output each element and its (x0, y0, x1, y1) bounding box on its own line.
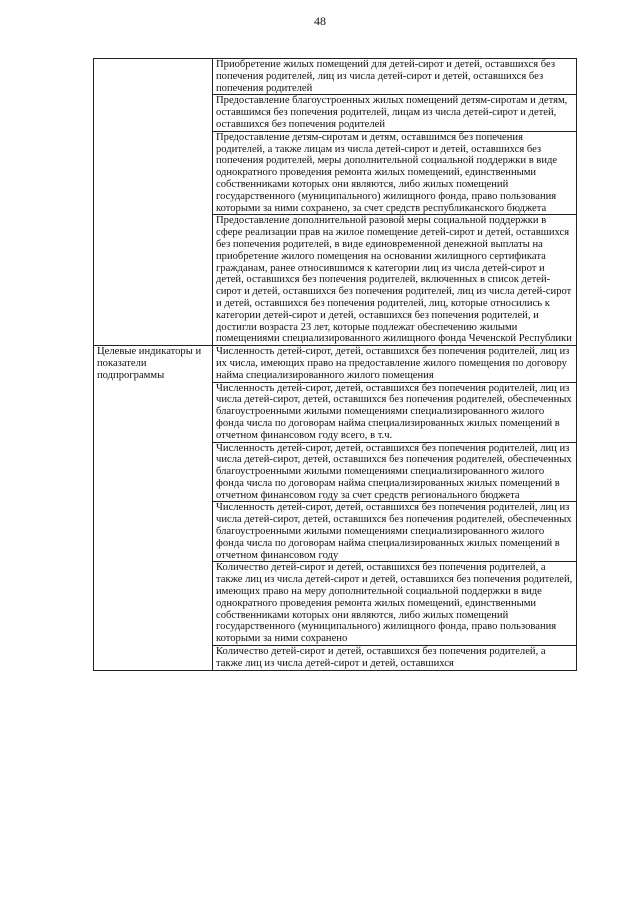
subprogram-passport-table (93, 58, 577, 671)
activity-cell: Приобретение жилых помещений для детей-сирот и детей, оставшихся без попечения родителей, лиц из числа детей-сирот и детей, оставшихся без попечения родителей (213, 59, 577, 95)
table-row (94, 346, 577, 382)
activity-cell: Предоставление благоустроенных жилых помещений детям-сиротам и детям, оставшимся без попечения родителей, лицам из числа детей-сирот и детей, оставшихся без попечения родителей (213, 95, 577, 131)
page-number: 48 (314, 14, 326, 28)
indicator-cell: Численность детей-сирот, детей, оставшихся без попечения родителей, лиц из их числа, имеющих право на предоставление жилого помещения по договору найма специализированного жилого помещения (213, 346, 577, 382)
indicator-cell: Численность детей-сирот, детей, оставшихся без попечения родителей, лиц из числа детей-сирот, детей, оставшихся без попечения родителей, обеспеченных благоустроенными жилыми помещениями специализированного жилого фонда числа по договорам найма специализированных жилых помещений в отчетном финансовом году (213, 502, 577, 562)
indicator-cell: Количество детей-сирот и детей, оставшихся без попечения родителей, а также лиц из числа детей-сирот и детей, оставшихся без попечения родителей, имеющих право на меру дополнительной социальной поддержки в виде однократного проведения ремонта жилых помещений, единственными собственниками которых они являются, либо жилых помещений государственного (муниципального) жилищного фонда, право пользования которыми за ними сохранено (213, 562, 577, 646)
indicators-label-cell: Целевые индикаторы и показатели подпрограммы (94, 346, 213, 671)
indicator-cell: Численность детей-сирот, детей, оставшихся без попечения родителей, лиц из числа детей-сирот, детей, оставшихся без попечения родителей, обеспеченных благоустроенными жилыми помещениями специализированного жилого фонда числа по договорам найма специализированных жилых помещений в отчетном финансовом году всего, в т.ч. (213, 382, 577, 442)
table-row (94, 59, 577, 95)
indicator-cell: Численность детей-сирот, детей, оставшихся без попечения родителей, лиц из числа детей-сирот, детей, оставшихся без попечения родителей, обеспеченных благоустроенными жилыми помещениями специализированного жилого фонда числа по договорам найма специализированных жилых помещений в отчетном финансовом году за счет средств регионального бюджета (213, 442, 577, 502)
row-label-cell (94, 59, 213, 346)
activity-cell: Предоставление дополнительной разовой меры социальной поддержки в сфере реализации прав на жилое помещение детей-сирот и детей, оставшихся без попечения родителей, в виде единовременной денежной выплаты на приобретение жилого помещения на основании жилищного сертификата гражданам, ранее относившимся к категории лиц из числа детей-сирот и детей, оставшихся без попечения родителей, включенных в список детей-сирот и детей, оставшихся без попечения родителей, лиц из числа детей-сирот и детей, оставшихся без попечения родителей, лиц, которые относились к категории детей-сирот и детей, оставшихся без попечения родителей, и достигли возраста 23 лет, которые подлежат обеспечению жилыми помещениями специализированного жилищного фонда Чеченской Республики (213, 215, 577, 346)
indicator-cell: Количество детей-сирот и детей, оставшихся без попечения родителей, а также лиц из числа детей-сирот и детей, оставшихся (213, 646, 577, 671)
activity-cell: Предоставление детям-сиротам и детям, оставшимся без попечения родителей, а также лицам из числа детей-сирот и детей, оставшихся без попечения родителей, меры дополнительной социальной поддержки в виде однократного проведения ремонта жилых помещений, единственными собственниками которых они являются, либо жилых помещений государственного (муниципального) жилищного фонда, право пользования которыми за ними сохранено, за счет средств республиканского бюджета (213, 131, 577, 215)
